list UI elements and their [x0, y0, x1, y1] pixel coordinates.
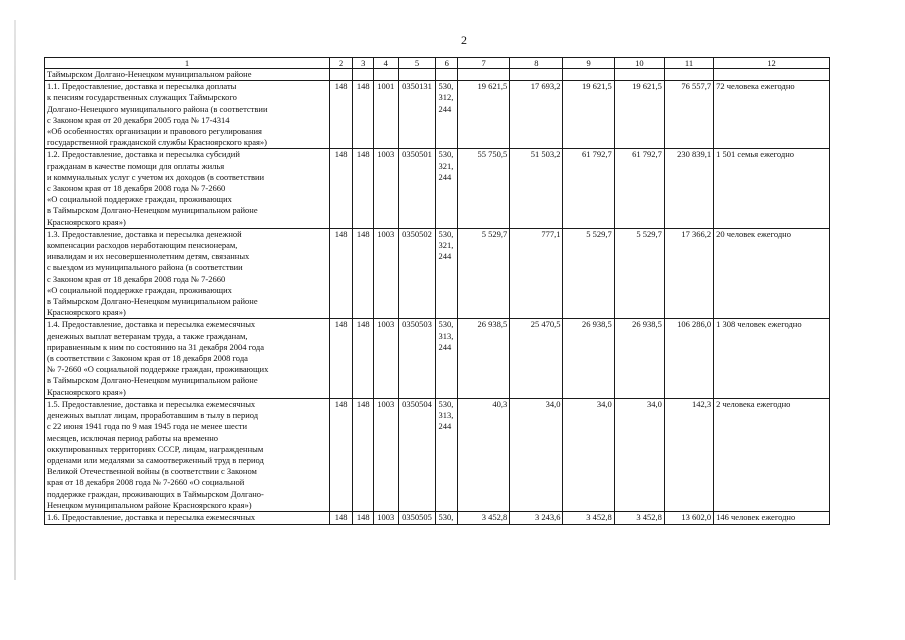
grbs-code: 148 — [353, 81, 373, 149]
amount-cell: 19 621,5 — [614, 81, 664, 149]
column-header: 5 — [398, 58, 436, 69]
amount-cell: 55 750,5 — [457, 149, 509, 228]
grbs-code: 148 — [329, 319, 353, 398]
expense-type-code: 530, — [436, 511, 458, 524]
column-header: 12 — [714, 58, 830, 69]
region-cell: Таймырском Долгано-Ненецком муниципальном районе — [45, 69, 330, 81]
amount-cell: 61 792,7 — [563, 149, 614, 228]
amount-cell: 26 938,5 — [563, 319, 614, 398]
expected-result: 1 308 человек ежегодно — [714, 319, 830, 398]
measure-description: 1.6. Предоставление, доставка и пересылка ежемесячных — [45, 511, 330, 524]
expected-result: 146 человек ежегодно — [714, 511, 830, 524]
table-row — [45, 228, 830, 319]
amount-cell: 25 470,5 — [510, 319, 563, 398]
column-header: 11 — [664, 58, 713, 69]
grbs-code: 148 — [329, 228, 353, 319]
grbs-code: 148 — [353, 398, 373, 511]
expected-result: 72 человека ежегодно — [714, 81, 830, 149]
amount-cell: 19 621,5 — [457, 81, 509, 149]
grbs-code: 148 — [353, 511, 373, 524]
table-row — [45, 81, 830, 149]
measure-description: 1.1. Предоставление, доставка и пересылка доплаты к пенсиям государственных служащих Таймырского Долгано-Ненецкого муниципального района (в соответствии с Законом края от 20 декабря 2005 года № 17-4314 «Об особенностях организации и правового регулирования государственной гражданской службы Красноярского края») — [45, 81, 330, 149]
grbs-code: 148 — [329, 149, 353, 228]
grbs-code: 148 — [329, 81, 353, 149]
grbs-code: 148 — [353, 149, 373, 228]
amount-cell: 26 938,5 — [457, 319, 509, 398]
section-code: 1003 — [373, 149, 398, 228]
table-row — [45, 398, 830, 511]
amount-cell: 34,0 — [563, 398, 614, 511]
amount-cell: 3 243,6 — [510, 511, 563, 524]
amount-cell: 5 529,7 — [457, 228, 509, 319]
amount-cell: 5 529,7 — [614, 228, 664, 319]
total-cell: 142,3 — [664, 398, 713, 511]
header-row — [45, 58, 830, 69]
amount-cell: 51 503,2 — [510, 149, 563, 228]
column-header: 7 — [457, 58, 509, 69]
program-table — [44, 57, 830, 525]
expense-type-code: 530, 321, 244 — [436, 228, 458, 319]
expected-result: 1 501 семья ежегодно — [714, 149, 830, 228]
table-row — [45, 319, 830, 398]
expense-type-code: 530, 321, 244 — [436, 149, 458, 228]
region-row — [45, 69, 830, 81]
amount-cell: 3 452,8 — [563, 511, 614, 524]
page-number: 2 — [461, 33, 467, 47]
grbs-code: 148 — [329, 511, 353, 524]
total-cell: 76 557,7 — [664, 81, 713, 149]
expense-type-code: 530, 313, 244 — [436, 319, 458, 398]
section-code: 1003 — [373, 319, 398, 398]
column-header: 2 — [329, 58, 353, 69]
column-header: 6 — [436, 58, 458, 69]
target-article-code: 0350503 — [398, 319, 436, 398]
expense-type-code: 530, 312, 244 — [436, 81, 458, 149]
amount-cell: 34,0 — [614, 398, 664, 511]
total-cell: 17 366,2 — [664, 228, 713, 319]
amount-cell: 3 452,8 — [614, 511, 664, 524]
amount-cell: 3 452,8 — [457, 511, 509, 524]
amount-cell: 34,0 — [510, 398, 563, 511]
table-row — [45, 511, 830, 524]
measure-description: 1.2. Предоставление, доставка и пересылка субсидий гражданам в качестве помощи для оплаты жилья и коммунальных услуг с учетом их доходов (в соответствии с Законом края от 18 декабря 2008 года № 7-2660 «О социальной поддержке граждан, проживающих в Таймырском Долгано-Ненецком муниципальном районе Красноярского края») — [45, 149, 330, 228]
measure-description: 1.5. Предоставление, доставка и пересылка ежемесячных денежных выплат лицам, проработавшим в тылу в период с 22 июня 1941 года по 9 мая 1945 года не менее шести месяцев, исключая период работы на временно оккупированных территориях СССР, лицам, награжденным орденами или медалями за самоотверженный труд в период Великой Отечественной войны (в соответствии с Законом края от 18 декабря 2008 года № 7-2660 «О социальной поддержке граждан, проживающих в Таймырском Долгано- Ненецком муниципальном районе Красноярского края») — [45, 398, 330, 511]
target-article-code: 0350131 — [398, 81, 436, 149]
target-article-code: 0350502 — [398, 228, 436, 319]
expected-result: 2 человека ежегодно — [714, 398, 830, 511]
measure-description: 1.4. Предоставление, доставка и пересылка ежемесячных денежных выплат ветеранам труда, а также гражданам, приравненным к ним по состоянию на 31 декабря 2004 года (в соответствии с Законом края от 18 декабря 2008 года № 7-2660 «О социальной поддержке граждан, проживающих в Таймырском Долгано-Ненецком муниципальном районе Красноярского края») — [45, 319, 330, 398]
column-header: 10 — [614, 58, 664, 69]
section-code: 1003 — [373, 511, 398, 524]
expense-type-code: 530, 313, 244 — [436, 398, 458, 511]
amount-cell: 19 621,5 — [563, 81, 614, 149]
grbs-code: 148 — [353, 228, 373, 319]
total-cell: 230 839,1 — [664, 149, 713, 228]
section-code: 1003 — [373, 398, 398, 511]
column-header: 9 — [563, 58, 614, 69]
amount-cell: 777,1 — [510, 228, 563, 319]
scan-edge-shadow — [14, 20, 16, 580]
amount-cell: 26 938,5 — [614, 319, 664, 398]
total-cell: 13 602,0 — [664, 511, 713, 524]
expected-result: 20 человек ежегодно — [714, 228, 830, 319]
column-header: 4 — [373, 58, 398, 69]
section-code: 1003 — [373, 228, 398, 319]
section-code: 1001 — [373, 81, 398, 149]
grbs-code: 148 — [329, 398, 353, 511]
amount-cell: 17 693,2 — [510, 81, 563, 149]
column-header: 3 — [353, 58, 373, 69]
target-article-code: 0350504 — [398, 398, 436, 511]
column-header: 1 — [45, 58, 330, 69]
amount-cell: 5 529,7 — [563, 228, 614, 319]
amount-cell: 40,3 — [457, 398, 509, 511]
table-row — [45, 149, 830, 228]
target-article-code: 0350501 — [398, 149, 436, 228]
total-cell: 106 286,0 — [664, 319, 713, 398]
measure-description: 1.3. Предоставление, доставка и пересылка денежной компенсации расходов неработающим пенсионерам, инвалидам и их несовершеннолетним детям, связанных с выездом из муниципального района (в соответствии с Законом края от 18 декабря 2008 года № 7-2660 «О социальной поддержке граждан, проживающих в Таймырском Долгано-Ненецком муниципальном районе Красноярского края») — [45, 228, 330, 319]
grbs-code: 148 — [353, 319, 373, 398]
column-header: 8 — [510, 58, 563, 69]
amount-cell: 61 792,7 — [614, 149, 664, 228]
target-article-code: 0350505 — [398, 511, 436, 524]
